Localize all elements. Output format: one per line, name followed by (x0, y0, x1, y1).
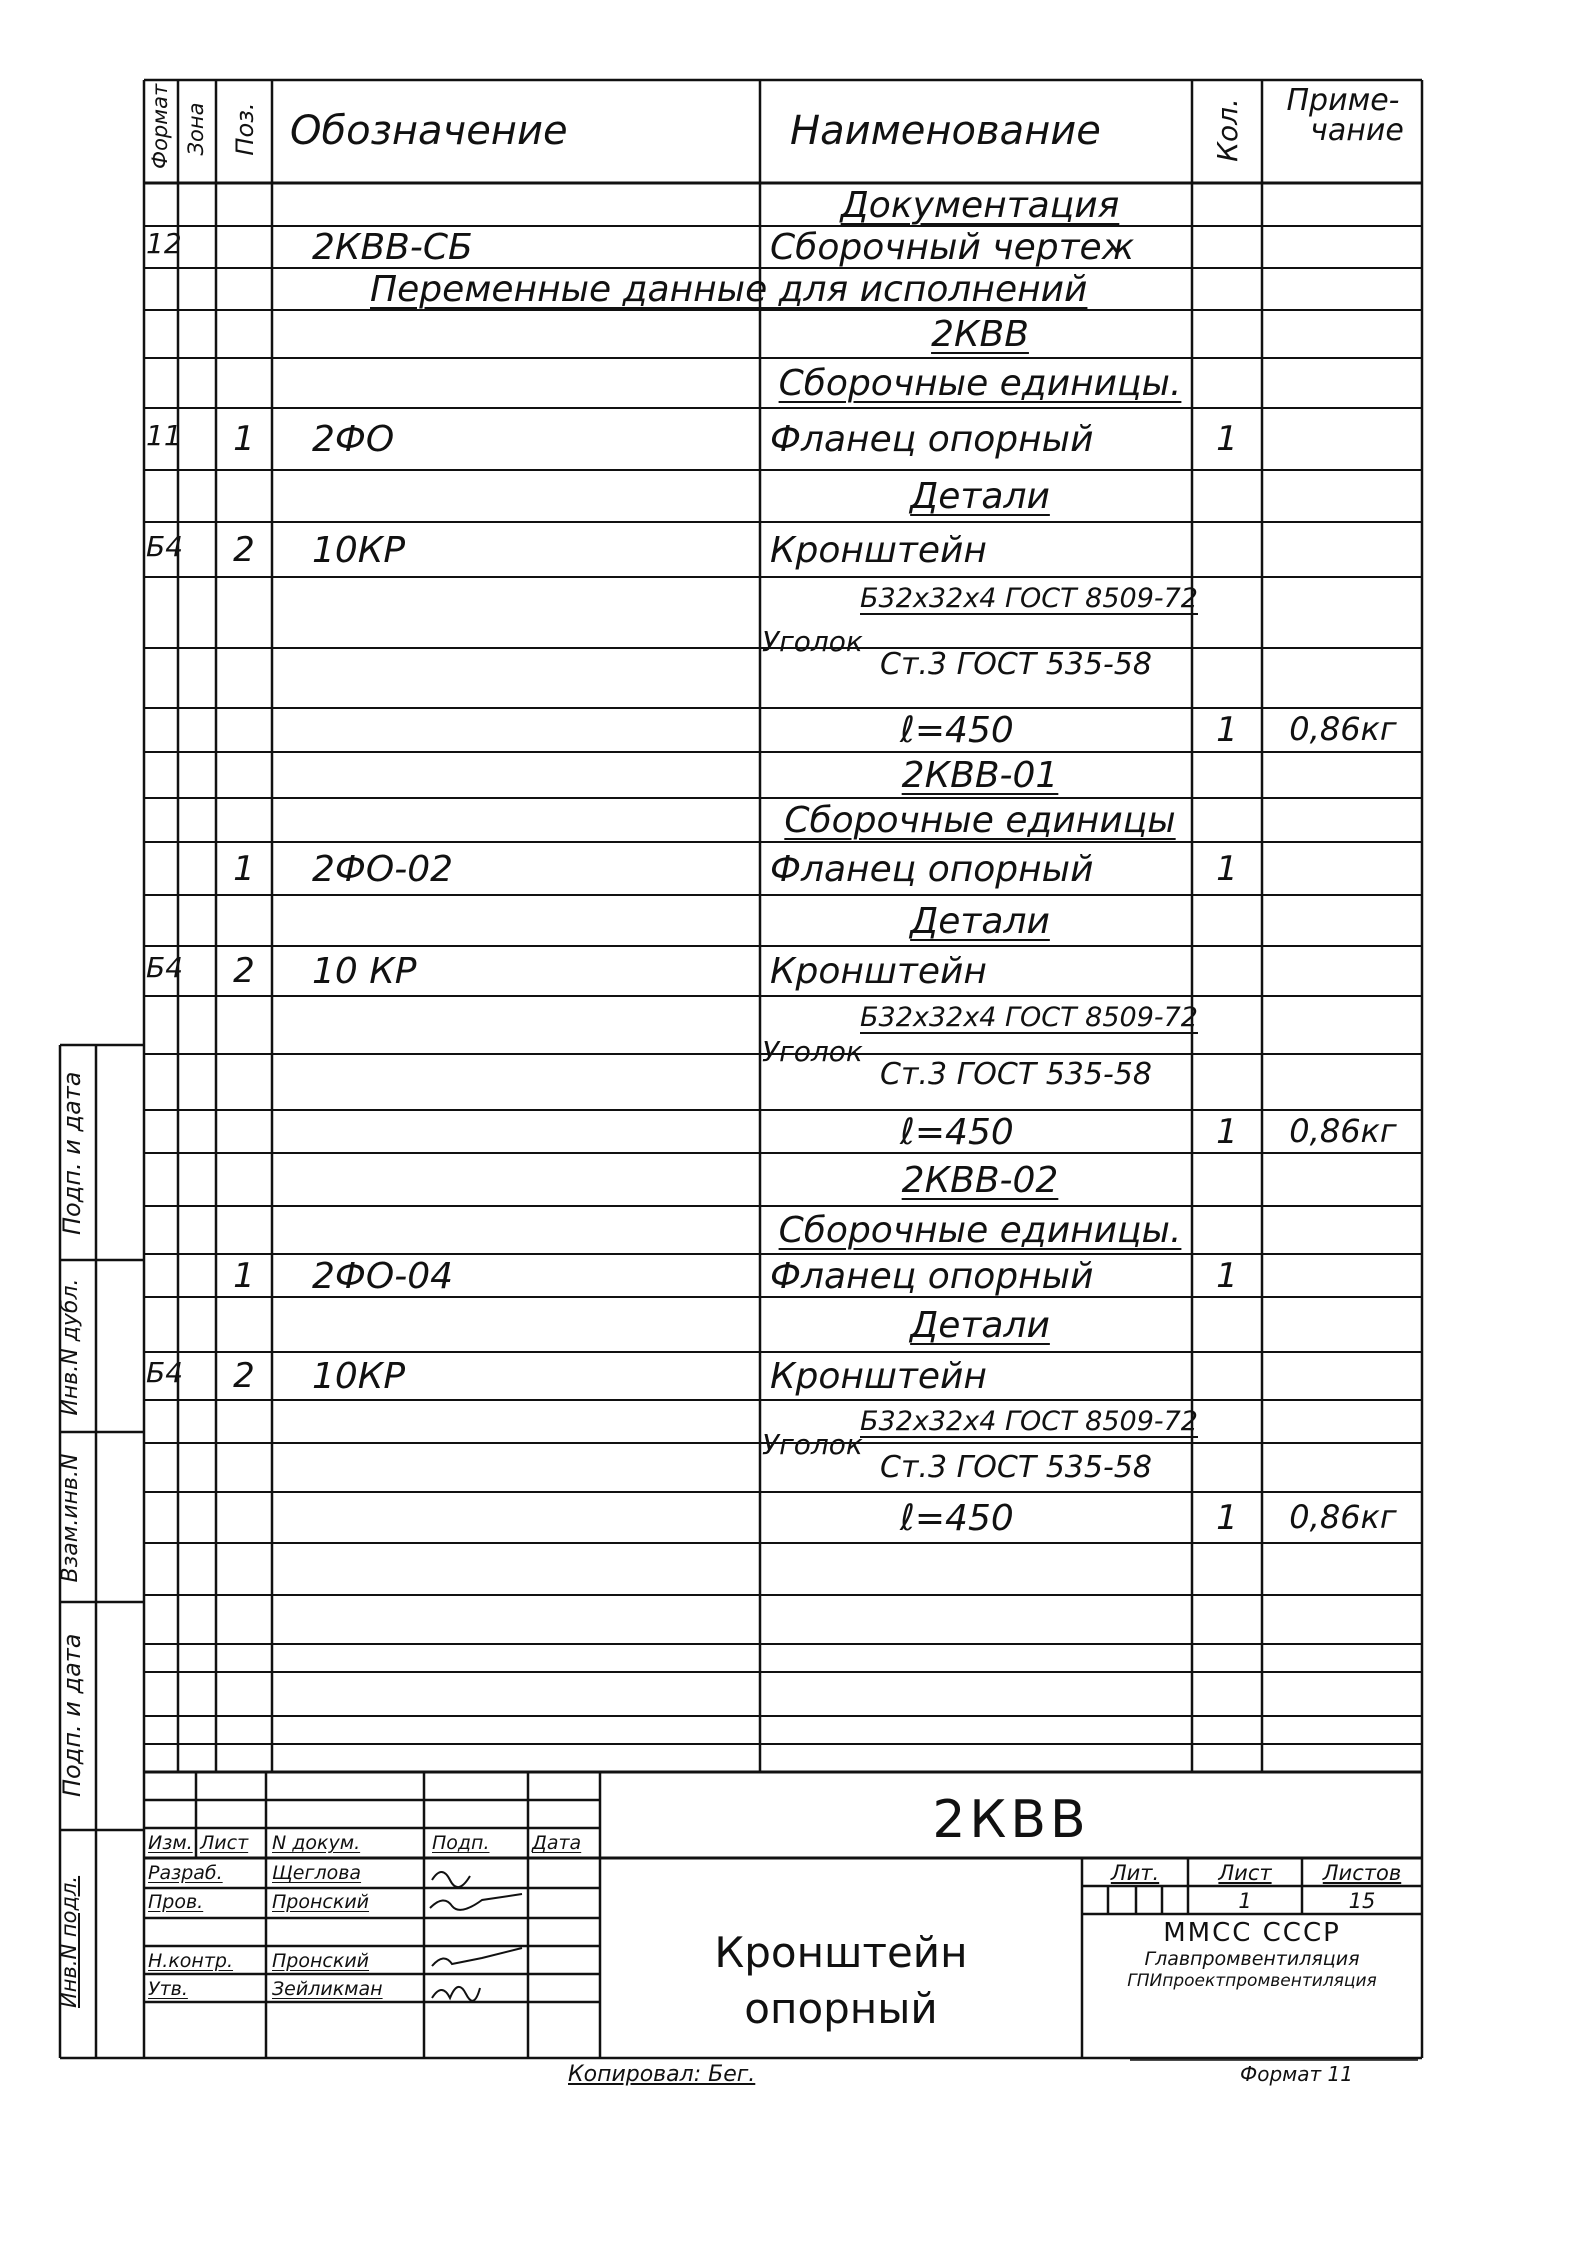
row-material-prefix: Уголок (762, 1428, 863, 1461)
row-designation: 2КВВ-СБ (312, 227, 473, 268)
row-material-spec: Б32х32х4 ГОСТ 8509-72 (860, 1406, 1198, 1437)
row-designation: 2ФО-02 (312, 848, 454, 890)
row-section-heading: Переменные данные для исполнений (370, 269, 1088, 310)
tb-name-norm-control: Пронский (272, 1950, 370, 1972)
header-qty: Кол. (1211, 98, 1244, 162)
document-code: 2КВВ (932, 1790, 1090, 1850)
tb-role-developer: Разраб. (148, 1862, 223, 1884)
row-section-heading: Документация (840, 184, 1120, 226)
row-format: 12 (146, 227, 182, 260)
tb-col-sheet: Лист (200, 1832, 249, 1854)
row-quantity: 1 (1216, 848, 1238, 889)
row-format: Б4 (146, 529, 184, 563)
tb-role-checker: Пров. (148, 1891, 204, 1913)
row-name: ℓ=450 (900, 1497, 1014, 1539)
row-name: Кронштейн (770, 951, 987, 992)
row-quantity: 1 (1216, 1111, 1238, 1152)
row-note: 0,86кг (1289, 710, 1397, 748)
row-format: 11 (146, 419, 182, 452)
tb-col-change: Изм. (148, 1832, 193, 1854)
document-title-line2: опорный (744, 1984, 938, 2033)
document-title (600, 1925, 1082, 2037)
row-section-heading: Детали (910, 900, 1050, 942)
row-format: Б4 (146, 1356, 184, 1389)
header-zone: Зона (184, 102, 208, 156)
signature-marks (424, 1858, 534, 2008)
footer-format: Формат 11 (1240, 2062, 1353, 2086)
row-position: 2 (233, 1356, 255, 1396)
row-name: ℓ=450 (900, 710, 1014, 751)
header-note-line1: Приме- (1286, 83, 1400, 118)
header-name: Наименование (790, 108, 1101, 154)
tb-org-line1: ММСС СССР (1163, 1918, 1341, 1948)
row-name: Кронштейн (770, 1356, 987, 1397)
tb-sheet-value: 1 (1238, 1889, 1252, 1913)
footer-copied-by: Копировал: Бег. (568, 2062, 756, 2087)
row-section-heading: 2КВВ (931, 314, 1029, 355)
row-note: 0,86кг (1289, 1497, 1397, 1536)
row-section-heading: Сборочные единицы. (778, 363, 1182, 404)
row-position: 1 (233, 419, 255, 459)
header-note (1266, 83, 1420, 148)
row-quantity: 1 (1216, 710, 1238, 750)
side-stamp-sign-date-1: Подп. и дата (58, 1633, 86, 1797)
tb-sheets-label: Листов (1322, 1861, 1402, 1885)
row-name: Кронштейн (770, 529, 987, 571)
row-format: Б4 (146, 951, 184, 984)
row-name: Фланец опорный (770, 1255, 1094, 1297)
tb-name-approver: Зейликман (272, 1978, 383, 2000)
side-stamp-replace-inv: Взам.инв.N (58, 1453, 83, 1583)
header-note-line2: чание (1310, 113, 1404, 148)
row-material-prefix: Уголок (762, 624, 863, 658)
row-position: 1 (233, 848, 255, 889)
tb-name-checker: Пронский (272, 1891, 370, 1913)
side-stamp-sign-date-2: Подп. и дата (58, 1071, 86, 1235)
header-format: Формат (148, 83, 172, 169)
row-section-heading: Сборочные единицы. (778, 1210, 1182, 1251)
header-designation: Обозначение (290, 108, 568, 154)
row-designation: 2ФО (312, 419, 395, 460)
row-material-spec: Б32х32х4 ГОСТ 8509-72 (860, 583, 1198, 614)
row-material-grade: Ст.3 ГОСТ 535-58 (880, 1450, 1152, 1485)
row-name: Фланец опорный (770, 848, 1094, 890)
document-title-line1: Кронштейн (714, 1928, 968, 1977)
tb-col-date: Дата (532, 1832, 582, 1854)
tb-role-approver: Утв. (148, 1978, 188, 2000)
tb-col-sign: Подп. (432, 1832, 490, 1854)
row-name: Сборочный чертеж (770, 227, 1135, 268)
row-material-grade: Ст.3 ГОСТ 535-58 (880, 646, 1152, 682)
row-note: 0,86кг (1289, 1111, 1397, 1150)
row-material-prefix: Уголок (762, 1035, 863, 1068)
tb-org (1082, 1918, 1422, 1992)
tb-lit-label: Лит. (1110, 1861, 1160, 1885)
tb-name-developer: Щеглова (272, 1862, 362, 1884)
row-name: ℓ=450 (900, 1111, 1014, 1153)
tb-role-norm-control: Н.контр. (148, 1950, 234, 1972)
side-stamp-inv-orig: Инв.N подл. (57, 1875, 81, 2008)
row-position: 2 (233, 951, 255, 991)
row-designation: 2ФО-04 (312, 1255, 454, 1297)
row-name: Фланец опорный (770, 419, 1094, 460)
row-section-heading: Сборочные единицы (784, 800, 1176, 841)
row-quantity: 1 (1216, 1255, 1238, 1296)
row-material-spec: Б32х32х4 ГОСТ 8509-72 (860, 1002, 1198, 1033)
row-section-heading: Детали (910, 1304, 1050, 1346)
header-pos: Поз. (231, 102, 259, 156)
row-section-heading: Детали (910, 476, 1050, 517)
row-position: 2 (233, 529, 255, 570)
tb-org-line2: Главпромвентиляция (1144, 1948, 1360, 1970)
row-designation: 10КР (312, 1356, 406, 1397)
tb-org-line3: ГПИпроектпромвентиляция (1127, 1971, 1377, 1991)
side-stamp-dup-inv: Инв.N дубл. (58, 1278, 83, 1416)
tb-sheet-label: Лист (1218, 1861, 1272, 1885)
row-material-grade: Ст.3 ГОСТ 535-58 (880, 1057, 1152, 1092)
row-position: 1 (233, 1255, 255, 1296)
row-designation: 10 КР (312, 951, 417, 992)
row-quantity: 1 (1216, 1497, 1238, 1538)
row-section-heading: 2КВВ-02 (901, 1159, 1059, 1201)
row-section-heading: 2КВВ-01 (901, 755, 1059, 796)
row-designation: 10КР (312, 529, 406, 571)
tb-sheets-value: 15 (1348, 1889, 1376, 1913)
tb-col-docnum: N докум. (272, 1832, 361, 1854)
row-quantity: 1 (1216, 419, 1238, 459)
